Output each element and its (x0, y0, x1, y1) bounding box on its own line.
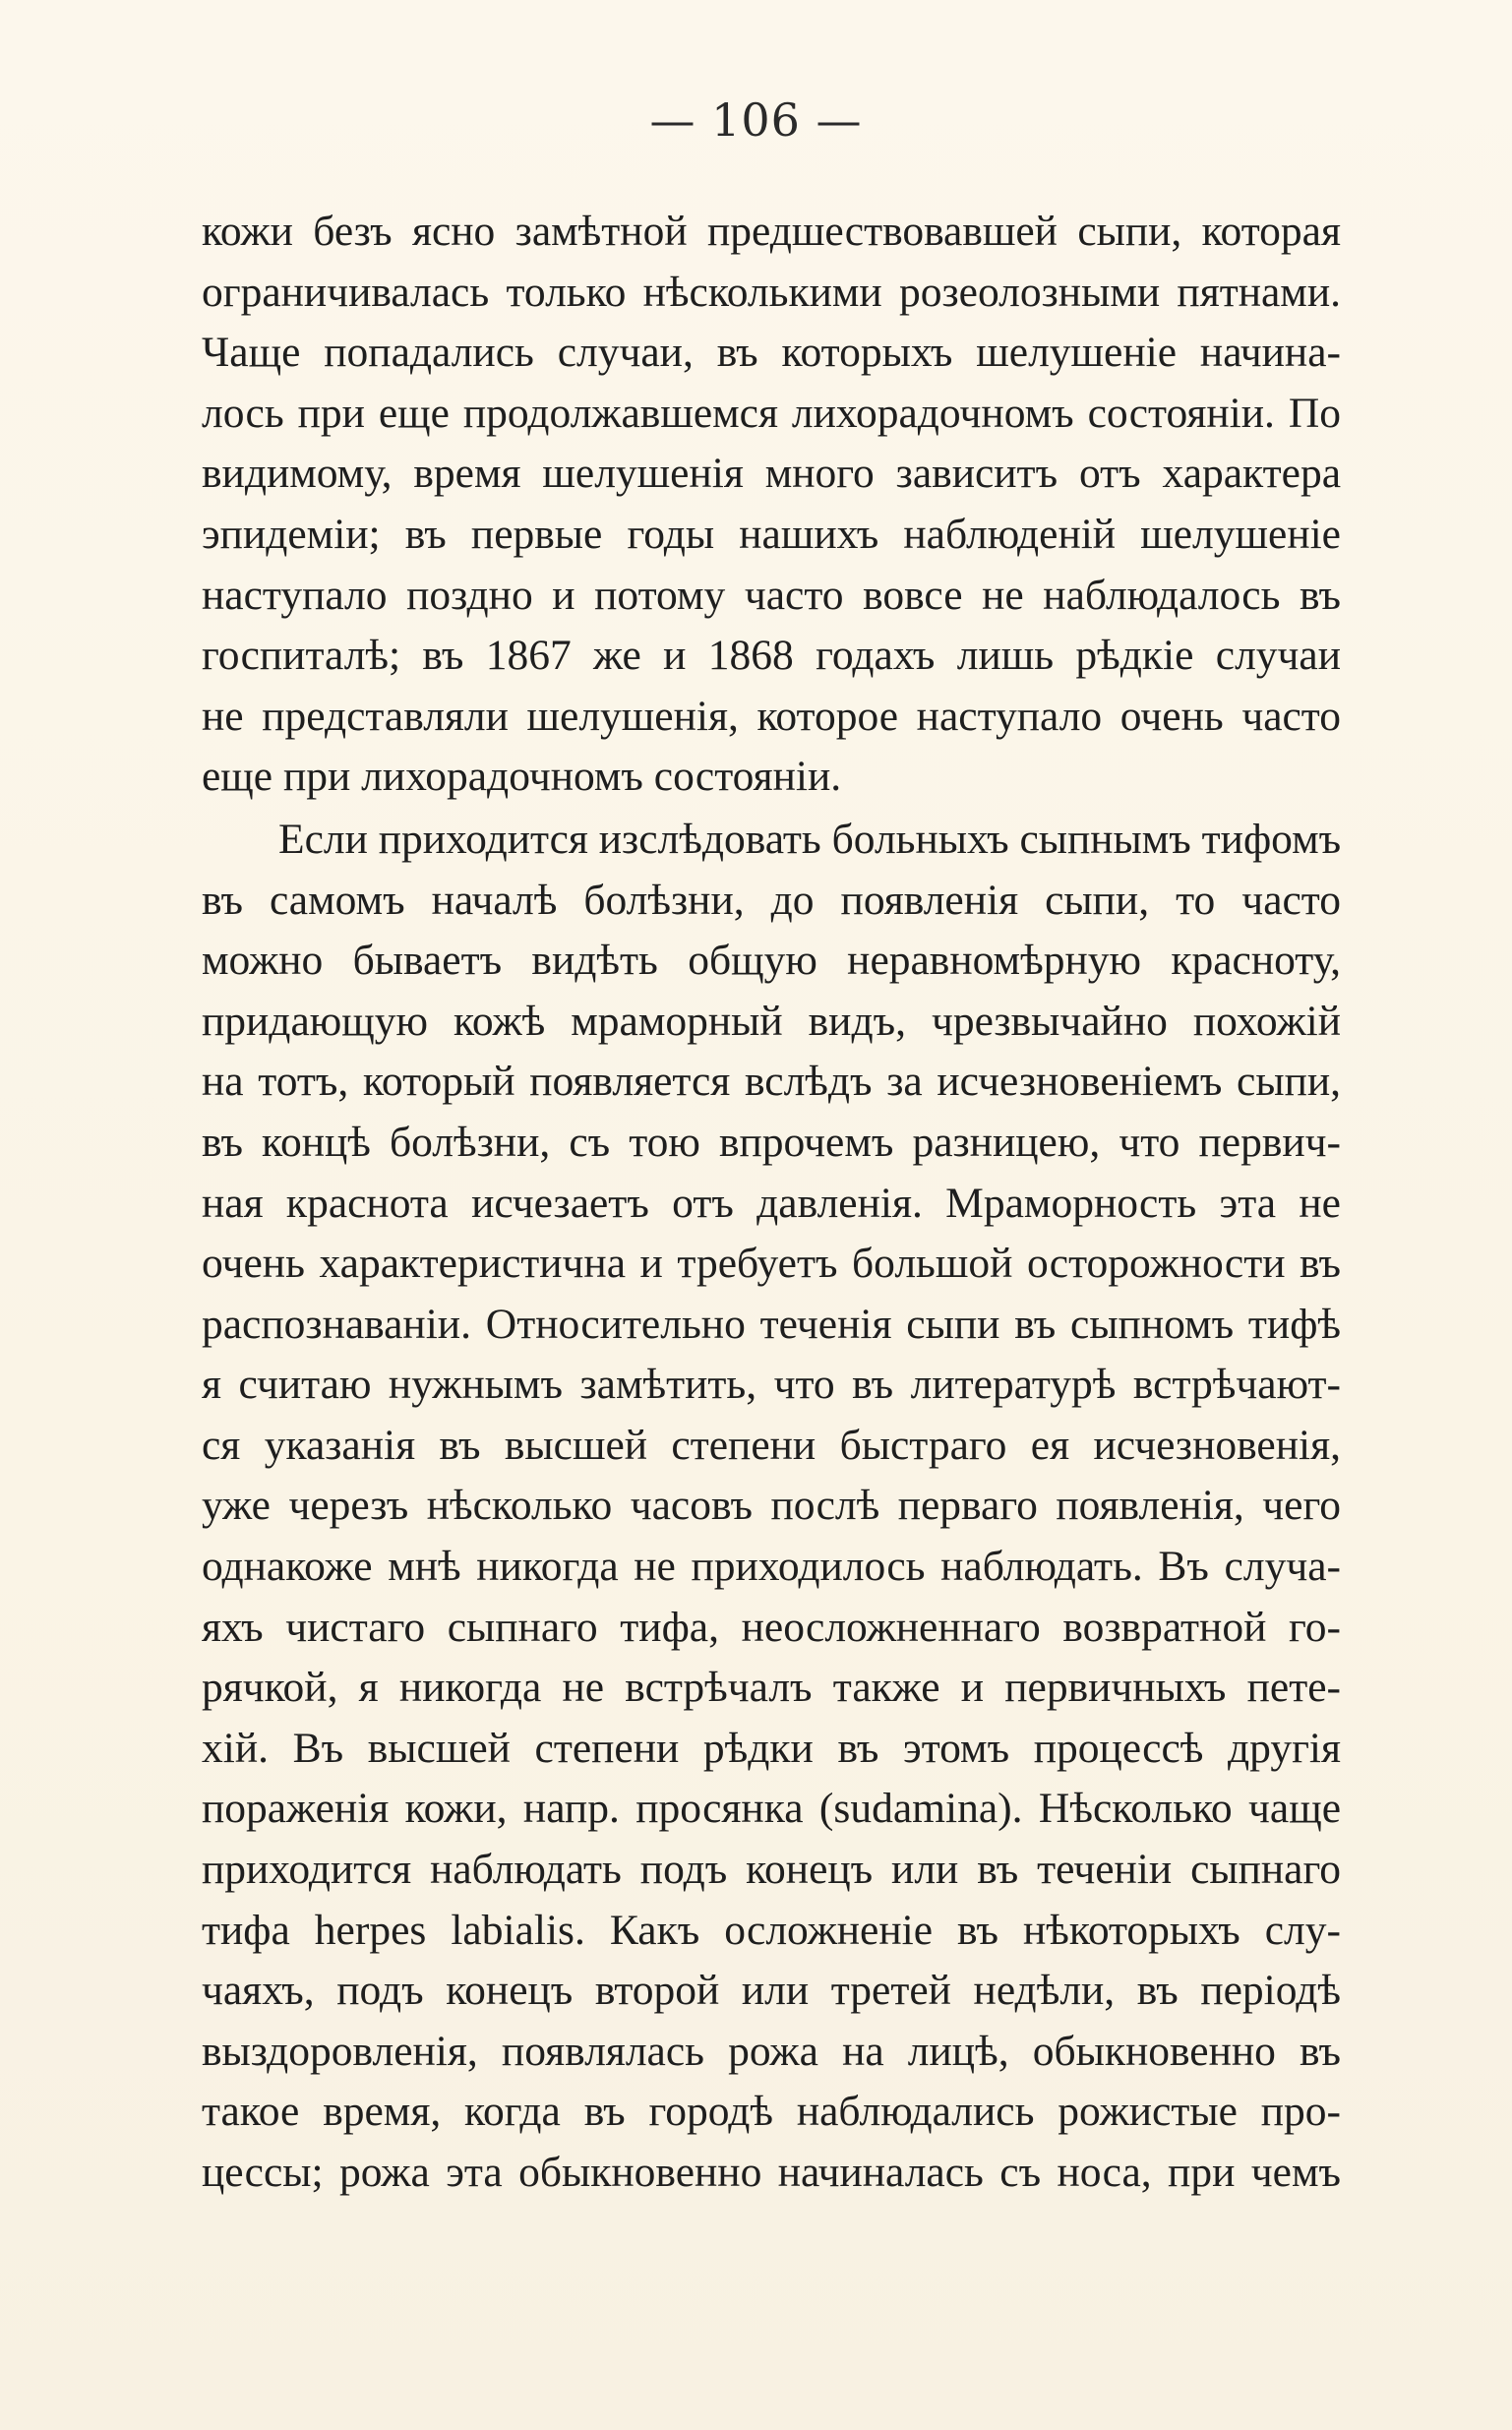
text-line: видимому, время шелушенія много зависитъ отъ характера (202, 450, 1341, 498)
text-line: не представляли шелушенія, которое наступало очень часто (202, 692, 1341, 740)
text-line: кожи безъ ясно замѣтной предшествовавшей сыпи, которая (202, 208, 1341, 255)
text-line: цессы; рожа эта обыкновенно начиналась съ носа, при чемъ (202, 2149, 1341, 2196)
text-line: хій. Въ высшей степени рѣдки въ этомъ процессѣ другія (202, 1724, 1341, 1772)
text-line: въ самомъ началѣ болѣзни, до появленія сыпи, то часто (202, 876, 1341, 924)
text-line: однакоже мнѣ никогда не приходилось наблюдать. Въ случа- (202, 1543, 1341, 1591)
text-line: выздоровленія, появлялась рожа на лицѣ, обыкновенно въ (202, 2027, 1341, 2075)
text-line: рячкой, я никогда не встрѣчалъ также и первичныхъ пете- (202, 1664, 1341, 1712)
text-line: я считаю нужнымъ замѣтить, что въ литературѣ встрѣчают- (202, 1361, 1341, 1409)
text-line: пораженія кожи, напр. просянка (sudamina). Нѣсколько чаще (202, 1785, 1341, 1833)
text-line: такое время, когда въ городѣ наблюдались рожистые про- (202, 2088, 1341, 2136)
text-line: эпидеміи; въ первые годы нашихъ наблюденій шелушеніе (202, 510, 1341, 558)
body-text (202, 202, 1341, 2204)
text-line: госпиталѣ; въ 1867 же и 1868 годахъ лишь рѣдкіе случаи (202, 632, 1341, 680)
text-line: ограничивалась только нѣсколькими розеолозными пятнами. (202, 268, 1341, 316)
paragraph (202, 810, 1341, 2204)
text-line: еще при лихорадочномъ состояніи. (202, 753, 842, 801)
text-line: въ концѣ болѣзни, съ тою впрочемъ разницею, что первич- (202, 1118, 1341, 1166)
text-line: уже черезъ нѣсколько часовъ послѣ перваго появленія, чего (202, 1482, 1341, 1530)
paragraph (202, 202, 1341, 808)
text-line: ная краснота исчезаетъ отъ давленія. Мраморность эта не (202, 1179, 1341, 1227)
text-line: чаяхъ, подъ конецъ второй или третей недѣли, въ періодѣ (202, 1967, 1341, 2015)
text-line: наступало поздно и потому часто вовсе не наблюдалось въ (202, 571, 1341, 619)
text-line: на тотъ, который появляется вслѣдъ за исчезновеніемъ сыпи, (202, 1058, 1341, 1106)
text-line: распознаваніи. Относительно теченія сыпи въ сыпномъ тифѣ (202, 1300, 1341, 1348)
text-line: тифа herpes labialis. Какъ осложненіе въ нѣкоторыхъ слу- (202, 1906, 1341, 1954)
text-line: яхъ чистаго сыпнаго тифа, неосложненнаго возвратной го- (202, 1603, 1341, 1651)
text-line: лось при еще продолжавшемся лихорадочномъ состояніи. По (202, 389, 1341, 437)
text-line: можно бываетъ видѣть общую неравномѣрную красноту, (202, 937, 1341, 985)
text-line: приходится наблюдать подъ конецъ или въ теченіи сыпнаго (202, 1846, 1341, 1894)
text-line: придающую кожѣ мраморный видъ, чрезвычайно похожій (202, 997, 1341, 1045)
text-line: ся указанія въ высшей степени быстраго ея исчезновенія, (202, 1421, 1341, 1469)
text-line: Чаще попадались случаи, въ которыхъ шелушеніе начина- (202, 329, 1341, 377)
text-line: очень характеристична и требуетъ большой осторожности въ (202, 1240, 1341, 1288)
page-number: — 106 — (649, 93, 863, 147)
text-line: Если приходится изслѣдовать больныхъ сыпнымъ тифомъ (278, 815, 1342, 863)
